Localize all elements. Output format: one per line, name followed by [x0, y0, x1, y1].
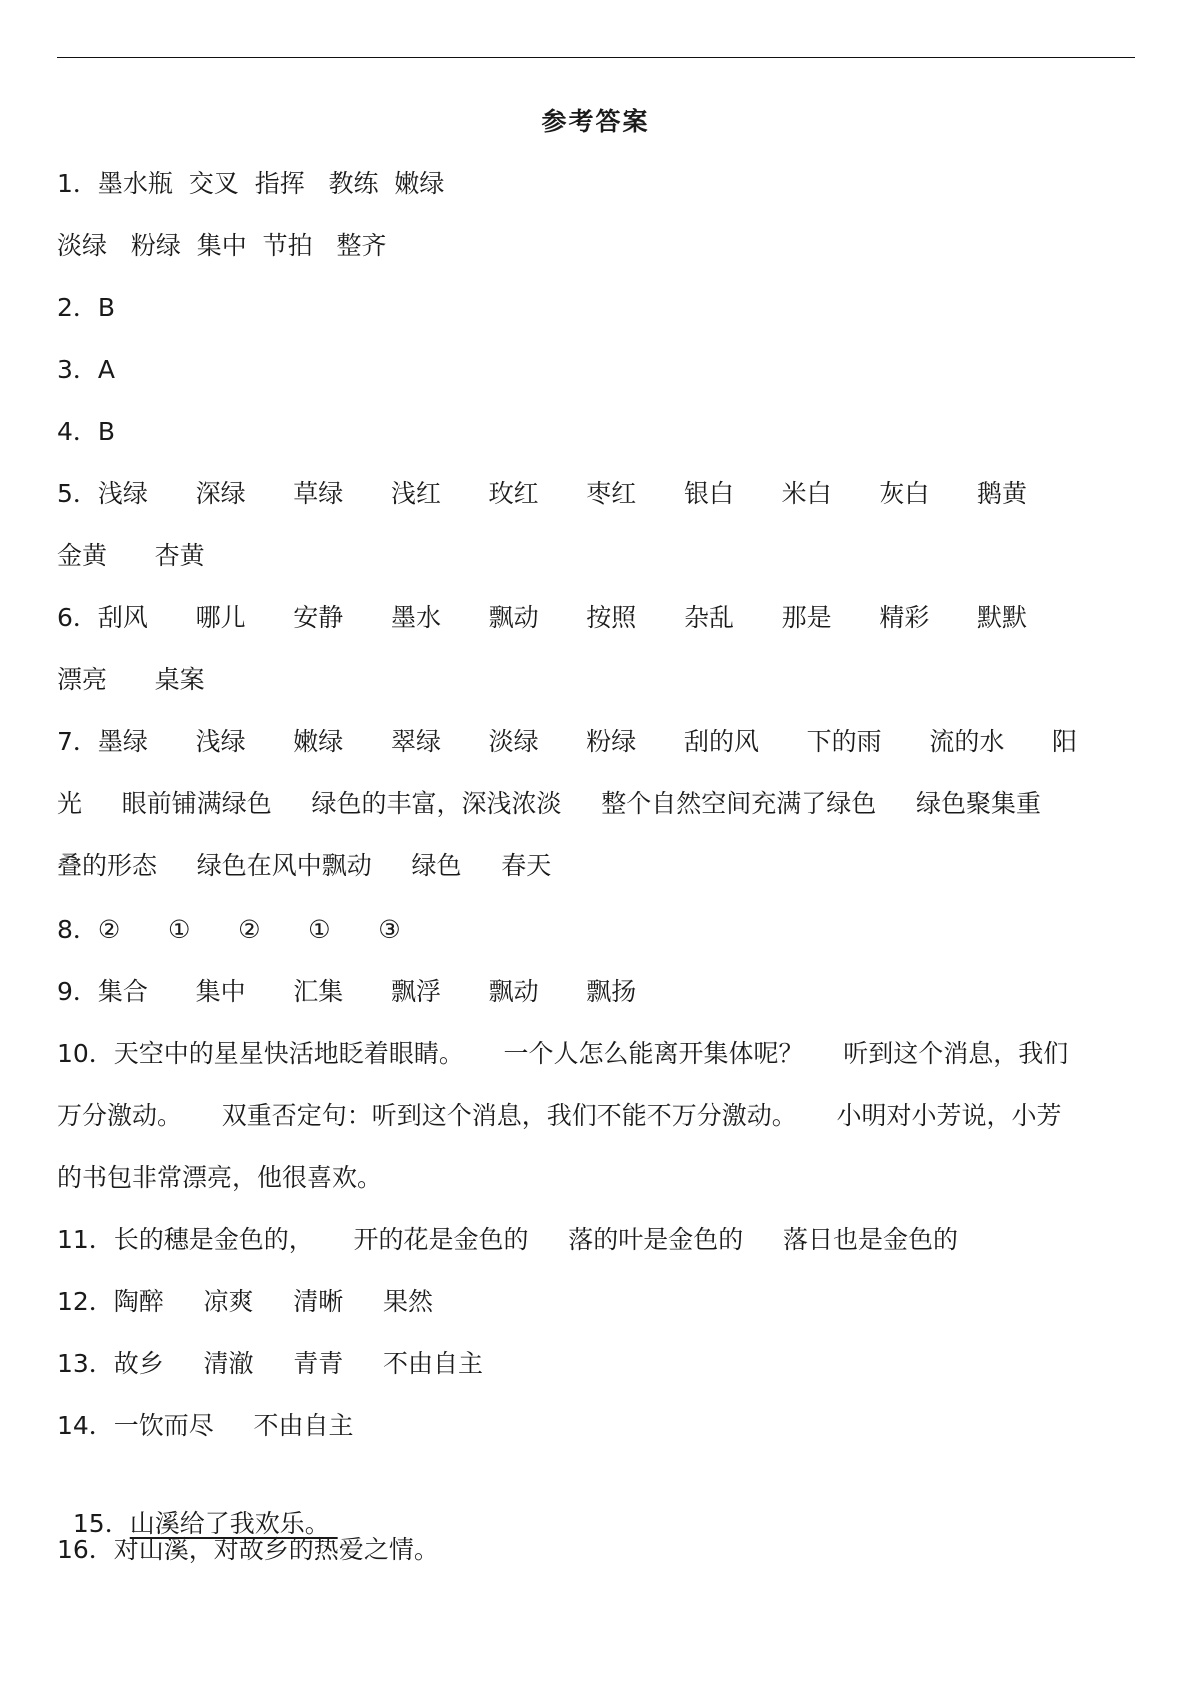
- answer-line: 12．陶醉 凉爽 清晰 果然: [57, 1287, 434, 1316]
- answer-line: 万分激动。 双重否定句：听到这个消息，我们不能不万分激动。 小明对小芳说，小芳: [57, 1101, 1062, 1130]
- page-title: 参考答案: [541, 107, 650, 136]
- answer-line: 5．浅绿 深绿 草绿 浅红 玫红 枣红 银白 米白 灰白 鹅黄: [57, 479, 1028, 508]
- answer-line: 8．② ① ② ① ③: [57, 915, 401, 944]
- answer-line: 3．A: [57, 355, 116, 384]
- answer-line: 10．天空中的星星快活地眨着眼睛。 一个人怎么能离开集体呢？ 听到这个消息，我们: [57, 1039, 1069, 1068]
- answer-line: 光 眼前铺满绿色 绿色的丰富，深浅浓淡 整个自然空间充满了绿色 绿色聚集重: [57, 789, 1041, 818]
- answer-line: 的书包非常漂亮，他很喜欢。: [57, 1163, 383, 1192]
- answer-line: 14．一饮而尽 不由自主: [57, 1411, 354, 1440]
- answer-line: 16．对山溪，对故乡的热爱之情。: [57, 1535, 439, 1564]
- header-rule: [57, 57, 1135, 58]
- answer-line: 淡绿 粉绿 集中 节拍 整齐: [57, 231, 387, 260]
- answer-line: 2．B: [57, 293, 116, 322]
- answer-line: 6．刮风 哪儿 安静 墨水 飘动 按照 杂乱 那是 精彩 默默: [57, 603, 1028, 632]
- underlined-answer: 山溪给了我欢乐。: [129, 1509, 338, 1538]
- answer-number: 15．: [72, 1509, 130, 1538]
- answer-line: 11．长的穗是金色的， 开的花是金色的 落的叶是金色的 落日也是金色的: [57, 1225, 959, 1254]
- answer-line: 金黄 杏黄: [57, 541, 205, 570]
- answer-line: 4．B: [57, 417, 116, 446]
- answer-line: 13．故乡 清澈 青青 不由自主: [57, 1349, 484, 1378]
- answer-line: 叠的形态 绿色在风中飘动 绿色 春天: [57, 851, 552, 880]
- answer-line: 1．墨水瓶 交叉 指挥 教练 嫩绿: [57, 169, 445, 198]
- answer-line: 9．集合 集中 汇集 飘浮 飘动 飘扬: [57, 977, 637, 1006]
- answer-line: 漂亮 桌案: [57, 665, 205, 694]
- answer-line: 7．墨绿 浅绿 嫩绿 翠绿 淡绿 粉绿 刮的风 下的雨 流的水 阳: [57, 727, 1078, 756]
